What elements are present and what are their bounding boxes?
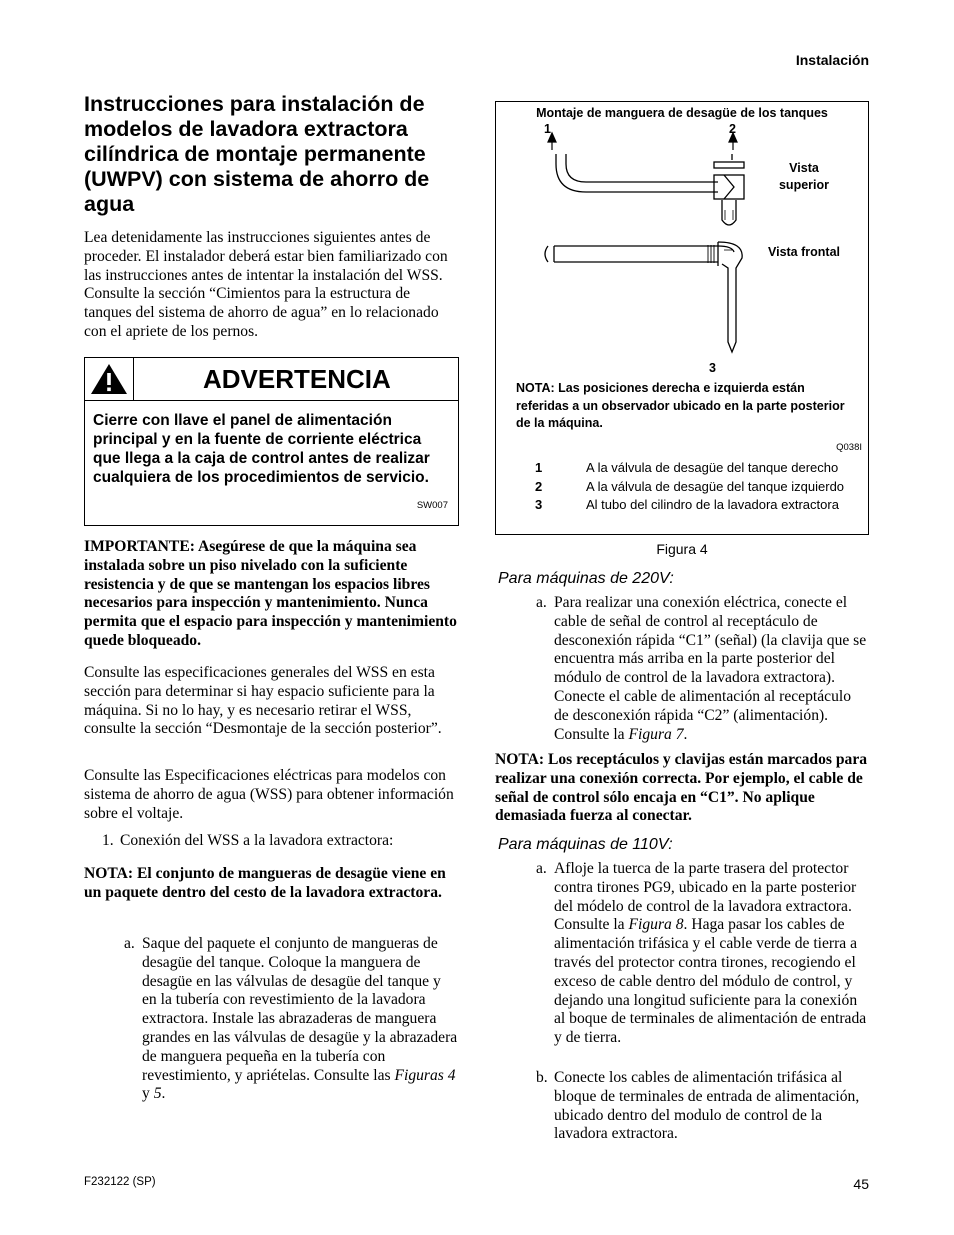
step-1-marker: 1. [102, 832, 114, 849]
step-1a-ref-figure4: Figuras 4 [394, 1066, 456, 1084]
step-1-text: Conexión del WSS a la lavadora extractora: [120, 832, 394, 849]
figure-code: Q038I [836, 442, 862, 453]
step-1a-marker: a. [124, 935, 135, 952]
item-220-a-end: . [683, 725, 688, 743]
step-1 [102, 832, 460, 851]
warning-title: ADVERTENCIA [203, 364, 391, 394]
item-220-a-ref: Figura 7 [628, 725, 684, 743]
item-220-a-marker: a. [536, 594, 547, 611]
note-220v: NOTA: Los receptáculos y clavijas están marcados para realizar una conexión correcta. Por ejemplo, el cable de señal de control sólo encaja en “C1”. No aplique demasiada fuerza al conectar. [495, 751, 868, 825]
document-id: F232122 (SP) [84, 1176, 156, 1188]
callout-2: 2 [729, 122, 736, 136]
warning-icon-cell [85, 358, 134, 401]
item-110-a-marker: a. [536, 860, 547, 877]
item-110-a [536, 860, 868, 1048]
view-top-label: Vista superior [778, 161, 829, 192]
item-110-a-text: Afloje la tuerca de la parte trasera del protector contra tirones PG9, ubicado en la parte posterior del módelo de control de la lavadora extractora. Consulte la [554, 860, 857, 934]
warning-box [84, 357, 459, 526]
step-1a-text: Saque del paquete el conjunto de mangueras de desagüe del tanque. Coloque la manguera de desagüe en las válvulas de desagüe del tanque y en la tubería con revestimiento de la lavadora extractora. Instale las abrazaderas de manguera grandes en las válvulas de desagüe y la abrazadera de manguera pequeña en la tubería con revestimiento, y apriételas. Consulte las [142, 935, 458, 1084]
hose-diagram [496, 102, 868, 372]
legend-text: A la válvula de desagüe del tanque izquierdo [586, 479, 845, 494]
item-110-b-marker: b. [536, 1069, 548, 1086]
legend-num: 3 [535, 497, 543, 512]
warning-triangle-icon [85, 358, 133, 400]
item-110-b [536, 1069, 868, 1144]
item-110-a-end: . Haga pasar los cables de alimentación trifásica y el cable verde de tierra a través del protector contra tirones, recogiendo el exceso de cable dentro del módulo de control, y dejando una longitud suficiente para la conexión al boque de terminales de alimentación de entrada y de tierra. [554, 916, 867, 1047]
item-110-b-text: Conecte los cables de alimentación trifásica al bloque de terminales de entrada de alimentación, ubicado dentro del modulo de control de la lavadora extractora. [554, 1069, 860, 1143]
page-number: 45 [853, 1176, 869, 1192]
figure-title: Montaje de manguera de desagüe de los tanques [536, 106, 828, 120]
running-header: Instalación [795, 52, 869, 68]
figure-4-box [495, 101, 869, 535]
view-front-label: Vista frontal [767, 245, 840, 259]
item-220-a-text: Para realizar una conexión eléctrica, conecte el cable de señal de control al receptáculo de desconexión rápida “C1” (señal) (la clavija que se encuentra más arriba en la parte posterior del módulo de control de la lavadora extractora). Conecte el cable de alimentación al receptáculo de desconexión rápida “C2” (alimentación). Consulte la [554, 594, 867, 743]
specs-paragraph: Consulte las especificaciones generales del WSS en esta sección para determinar si hay espacio suficiente para la máquina. Si no lo hay, y es necesario retirar el WSS, consulte la sección “Desmontaje de la sección posterior”. [84, 664, 442, 738]
hoses-note: NOTA: El conjunto de mangueras de desagüe viene en un paquete dentro del cesto de la lavadora extractora. [84, 865, 446, 901]
electric-paragraph: Consulte las Especificaciones eléctricas para modelos con sistema de ahorro de agua (WSS) para obtener información sobre el voltaje. [84, 767, 454, 822]
page-title: Instrucciones para instalación de modelos de lavadora extractora cilíndrica de montaje permanente (UWPV) con sistema de ahorro de agua [84, 92, 430, 216]
figure-note: NOTA: Las posiciones derecha e izquierda están referidas a un observador ubicado en la parte posterior de la máquina. [516, 381, 845, 430]
warning-title-row [133, 358, 458, 401]
step-1a [124, 935, 458, 1104]
legend-num: 1 [535, 460, 543, 475]
legend-text: A la válvula de desagüe del tanque derecho [586, 460, 839, 475]
heading-110v: Para máquinas de 110V: [498, 836, 673, 853]
step-1a-ref-figure5: 5 [153, 1085, 162, 1103]
legend-num: 2 [535, 479, 543, 494]
warning-code: SW007 [416, 500, 448, 511]
item-220-a [536, 594, 868, 744]
callout-3: 3 [709, 361, 716, 375]
intro-paragraph: Lea detenidamente las instrucciones siguientes antes de proceder. El instalador deberá estar bien familiarizado con las instrucciones antes de intentar la instalación del WSS. Consulte la sección “Cimientos para la estructura de tanques del sistema de ahorro de agua” en lo relacionado con el apriete de los pernos. [84, 229, 448, 340]
figure-caption: Figura 4 [656, 541, 708, 557]
important-note: IMPORTANTE: Asegúrese de que la máquina sea instalada sobre un piso nivelado con la suficiente resistencia y de que se mantengan los espacios libres necesarios para inspección y mantenimiento. Nunca permita que el espacio para inspección y mantenimiento quede bloqueado. [84, 538, 457, 649]
callout-1: 1 [544, 122, 551, 136]
heading-220v: Para máquinas de 220V: [498, 570, 674, 587]
warning-text: Cierre con llave el panel de alimentación principal y en la fuente de corriente eléctrica que llega a la caja de control antes de realizar cualquiera de los procedimientos de servicio. [93, 412, 430, 486]
item-110-a-ref: Figura 8 [628, 916, 684, 934]
step-1a-end: . [161, 1085, 166, 1103]
step-1a-mid: y [142, 1085, 154, 1103]
legend-text: Al tubo del cilindro de la lavadora extractora [586, 497, 839, 512]
